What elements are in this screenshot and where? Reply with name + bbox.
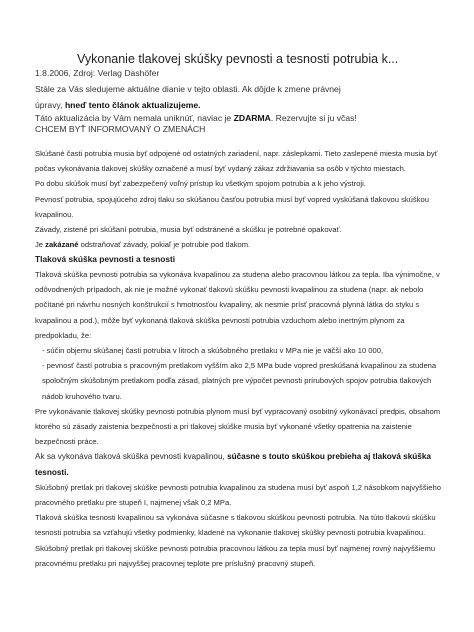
article-body-2: [35, 267, 445, 571]
intro-notice: [35, 81, 445, 113]
intro-line-2-bold: hneď tento článok aktualizujeme.: [64, 100, 201, 110]
section-paragraph-3-text: Ak sa vykonáva tlaková skúška pevnosti kvapalinou,: [35, 452, 228, 462]
subscribe-notice: [35, 113, 445, 135]
bullet-1: - súčin objemu skúšanej časti potrubia v litroch a skúšobného pretlaku v MPa nie je väčší ako 10 000,: [42, 346, 384, 356]
paragraph-5: [35, 237, 445, 252]
page-title: Vykonanie tlakovej skúšky pevnosti a tesnosti potrubia k...: [77, 52, 399, 66]
paragraph-3: Pevnosť potrubia, spojujúceho zdroj tlaku so skúšanou časťou potrubia musí byť vopred vyskúšaná tlakovou skúškou kvapalinou.: [35, 194, 429, 219]
paragraph-5-bold: zakázané: [45, 240, 79, 250]
intro-line-2-text: úpravy,: [35, 100, 65, 110]
paragraph-5-prefix: Je: [35, 240, 46, 250]
subscribe-line: [35, 113, 445, 124]
intro-line-2: [35, 97, 445, 113]
section-paragraph-1: Tlaková skúška pevnosti potrubia sa vykonáva kvapalinou za studena alebo pracovnou látkou za tepla. Iba výnimočne, v odôvodnených prípadoch, ak nie je možné vykonať tlakovú skúšku pevnosti kvapalinou za studena (napr. ak nebolo počítané pri návrhu nosných konštrukcií s hmotnosťou kvapaliny, ak nesmie prísť pracovná plynná látka do styku s kvapalinou a pod.), môže byť vykonaná tlaková skúška pevnosti potrubia vzduchom alebo inertným plynom za predpokladu, že:: [35, 270, 440, 340]
article-meta: 1.8.2006, Zdroj: Verlag Dashöfer: [35, 68, 160, 78]
paragraph-1: Skúšané časti potrubia musia byť odpojené od ostatných zariadení, napr. záslepkami. Tieto zaslepené miesta musia byť počas vykonávania tlakovej skúšky označené a musí byť vydaný zákaz zdržiavania sa osôb v týchto miestach.: [35, 149, 438, 174]
bullet-2: - pevnosť častí potrubia s pracovným pretlakom vyšším ako 2,5 MPa bude vopred preskúšaná kvapalinou za studena spoločným skúšobným pretlakom podľa zásad, platných pre výpočet pevnosti prírubových spojov potrubia tlakových nádob kruhového tvaru.: [42, 361, 437, 401]
subscribe-suffix: . Rezervujte si ju včas!: [270, 113, 357, 123]
paragraph-4: Závady, zistené pri skúšaní potrubia, musia byť odstránené a skúšku je potrebné opakovať.: [35, 225, 342, 235]
free-label: ZDARMA: [233, 113, 271, 123]
section-paragraph-5: Tlaková skúška tesnosti kvapalinou sa vykonáva súčasne s tlakovou skúškou pevnosti potrubia. Na túto tlakovú skúšku tesnosti potrubia sa vzťahujú všetky podmienky, kladené na vykonanie tlakovej skúšky pevnosti potrubia kvapalinou.: [35, 513, 436, 538]
article-body-1: [35, 146, 445, 252]
paragraph-2: Po dobu skúšok musí byť zabezpečený voľný prístup ku všetkým spojom potrubia a k jeho výstroji.: [35, 179, 366, 189]
section-paragraph-3: [35, 449, 445, 479]
subscribe-text: Táto aktualizácia by Vám nemala uniknúť, naviac je: [35, 113, 234, 123]
intro-line-1: Stále za Vás sledujeme aktuálne dianie v tejto oblasti. Ak dôjde k zmene právnej: [35, 84, 341, 94]
subscribe-link[interactable]: CHCEM BYŤ INFORMOVANÝ O ZMENÁCH: [35, 124, 206, 134]
section-paragraph-4: Skúšobný pretlak pri tlakovej skúške pevnosti potrubia kvapalinou za studena musí byť aspoň 1,2 násobkom najvyššieho pracovného pretlaku pre stupeň I, najmenej však 0,2 MPa.: [35, 482, 441, 508]
paragraph-5-suffix: odstraňovať závady, pokiaľ je potrubie pod tlakom.: [78, 240, 251, 250]
section-paragraph-6: Skúšobný pretlak pri tlakovej skúške pevnosti potrubia pracovnou látkou za tepla musí byť najmenej rovný najvyššiemu pracovnému pretlaku pri najvyššej pracovnej teplote pre príslušný pracovný stupeň.: [35, 543, 436, 568]
section-heading: Tlaková skúška pevnosti a tesnosti: [35, 254, 176, 264]
section-paragraph-2: Pre vykonávanie tlakovej skúšky pevnosti potrubia plynom musí byť vypracovaný osobitný vykonávací predpis, obsahom ktorého sú zásady zaistenia bezpečnosti a pri tlakovej skúške musia byť vykonané všetky opatrenia na zaistenie bezpečnosti práce.: [35, 406, 441, 447]
section-paragraph-3-bold: súčasne s touto skúškou prebieha aj tlaková skúška tesnosti.: [35, 452, 431, 477]
